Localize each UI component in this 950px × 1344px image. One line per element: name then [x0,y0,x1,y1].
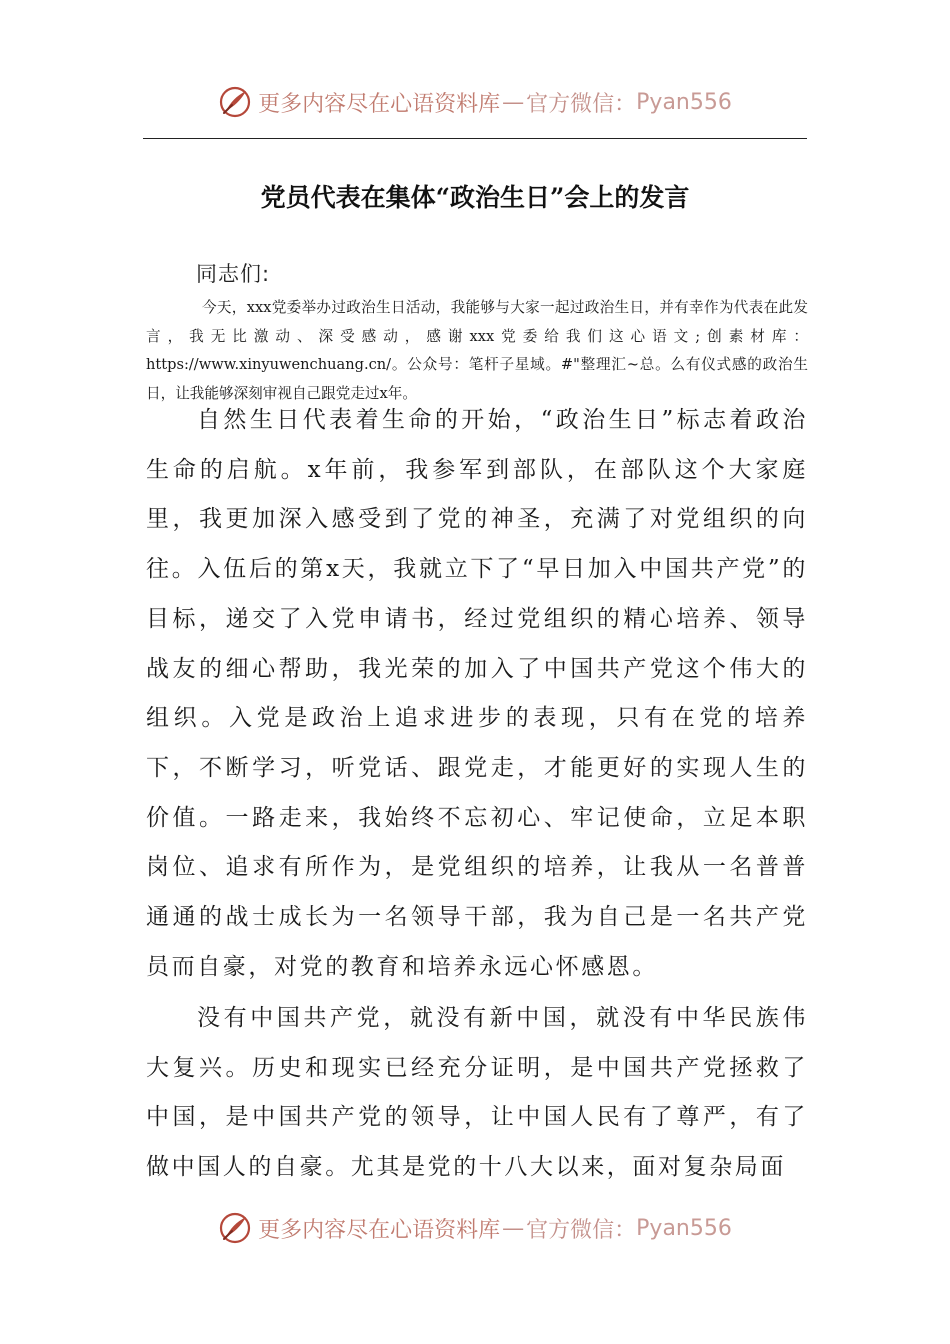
header-banner [0,82,950,122]
header-wechat-label: 官方微信： [526,91,637,117]
footer-wechat-label: 官方微信： [526,1217,637,1243]
body-paragraph-1: 自然生日代表着生命的开始，“政治生日”标志着政治生命的启航。x年前，我参军到部队，在部队这个大家庭里，我更加深入感受到了党的神圣，充满了对党组织的向往。入伍后的第x天，我就立下了“早日加入中国共产党”的目标，递交了入党申请书，经过党组织的精心培养、领导战友的细心帮助，我光荣的加入了中国共产党这个伟大的组织。入党是政治上追求进步的表现，只有在党的培养下，不断学习，听党话、跟党走，才能更好的实现人生的价值。一路走来，我始终不忘初心、牢记使命，立足本职岗位、追求有所作为，是党组织的培养，让我从一名普普通通的战士成长为一名领导干部，我为自己是一名共产党员而自豪，对党的教育和培养永远心怀感恩。 [146,407,809,980]
footer-site-name: 更多内容尽在心语资料库 [258,1217,501,1243]
footer-dash: — [502,1215,525,1241]
header-dash: — [502,89,525,115]
header-rule [143,138,807,139]
footer-wechat-id: Pyan556 [636,1215,732,1241]
header-site-name: 更多内容尽在心语资料库 [258,91,501,117]
footer-banner [0,1208,950,1248]
body-paragraph-2: 没有中国共产党，就没有新中国，就没有中华民族伟大复兴。历史和现实已经充分证明，是中国共产党拯救了中国，是中国共产党的领导，让中国人民有了尊严，有了做中国人的自豪。尤其是党的十八大以来，面对复杂局面 [146,1005,808,1181]
document-title: 党员代表在集体“政治生日”会上的发言 [260,183,690,212]
intro-paragraph: 今天，xxx党委举办过政治生日活动，我能够与大家一起过政治生日，并有幸作为代表在此发言，我无比激动、深受感动，感谢xxx党委给我们这心语文;创素材库：https://www.xinyuwenchuang.cn/。公众号：笔杆子星域。#"整理汇~总。么有仪式感的政治生日，让我能够深刻审视自己跟党走过x年。 [146,299,808,402]
quill-logo-icon [218,1211,252,1245]
salutation: 同志们: [196,262,271,286]
quill-logo-icon [218,85,252,119]
header-wechat-id: Pyan556 [636,89,732,115]
